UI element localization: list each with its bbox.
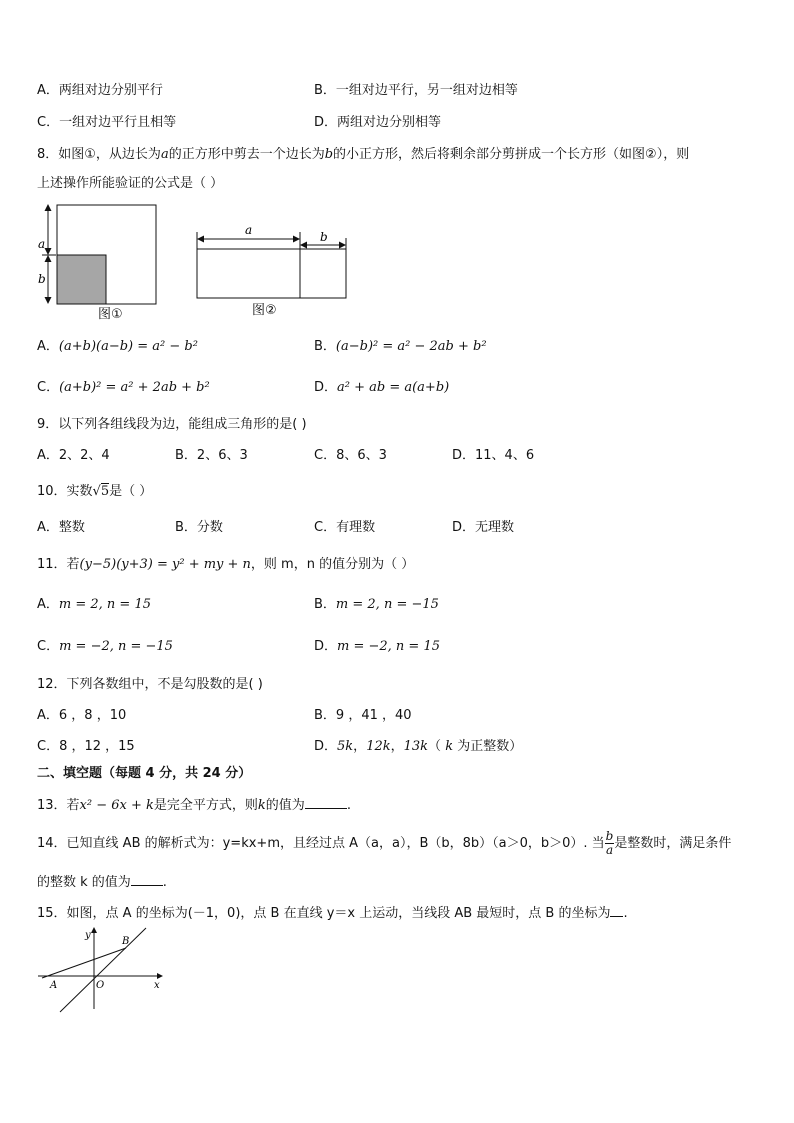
var-a: a: [160, 147, 169, 162]
q7-option-d: D．两组对边分别相等: [314, 115, 442, 130]
long-rect-b: [300, 249, 346, 298]
q11-option-d: D．m = −2, n = 15: [314, 639, 440, 654]
q8-option-a: A．(a+b)(a−b) = a² − b²: [37, 339, 198, 354]
q11-option-b: B．m = 2, n = −15: [314, 597, 439, 612]
q13-stem: 13．若x² − 6x + k是完全平方式，则k的值为 .: [37, 798, 351, 813]
q9-option-b: B．2、6、3: [175, 448, 248, 463]
q15-stem: 15．如图，点 A 的坐标为(－1，0)，点 B 在直线 y＝x 上运动，当线段 AB 最短时，点 B 的坐标为 .: [37, 906, 628, 921]
answer-blank[interactable]: [131, 873, 163, 886]
fig2-caption: 图②: [252, 303, 277, 318]
answer-blank[interactable]: [305, 796, 347, 809]
q12-option-c: C．8 ，12 ，15: [37, 739, 135, 754]
svg-text:B: B: [122, 936, 130, 947]
shaded-small-square: [57, 255, 106, 304]
q7-option-b: B．一组对边平行，另一组对边相等: [314, 83, 518, 98]
q11-option-c: C．m = −2, n = −15: [37, 639, 173, 654]
label-a: a: [38, 237, 46, 251]
long-rect-a: [197, 249, 300, 298]
q10-option-d: D．无理数: [452, 520, 515, 535]
label-a2: a: [245, 223, 253, 237]
fig1-caption: 图①: [98, 307, 123, 322]
q14-stem-line2: 的整数 k 的值为 .: [37, 875, 167, 890]
fraction-b-over-a: $\frac{b}{a}$: [605, 829, 614, 857]
q8-option-b: B．(a−b)² = a² − 2ab + b²: [314, 339, 487, 354]
q10-option-c: C．有理数: [314, 520, 376, 535]
sqrt-radicand: 5: [100, 484, 110, 499]
q10-option-a: A．整数: [37, 520, 85, 535]
q11-option-a: A．m = 2, n = 15: [37, 597, 151, 612]
q8-stem-line1: 8．如图①，从边长为a的正方形中剪去一个边长为b的小正方形，然后将剩余部分剪拼成一个长方形（如图②），则: [37, 147, 690, 162]
label-b2: b: [320, 230, 328, 244]
q7-option-a: A．两组对边分别平行: [37, 83, 163, 98]
var-b: b: [324, 147, 334, 162]
q8-stem-line2: 上述操作所能验证的公式是（ ）: [37, 176, 224, 191]
q12-option-d: D．5k，12k，13k（ k 为正整数）: [314, 739, 523, 754]
q12-stem: 12．下列各数组中，不是勾股数的是( ): [37, 677, 263, 692]
q7-option-c: C．一组对边平行且相等: [37, 115, 177, 130]
svg-text:O: O: [96, 980, 105, 991]
svg-text:A: A: [50, 980, 58, 991]
q9-option-a: A．2、2、4: [37, 448, 110, 463]
q8-figure-2: [190, 222, 355, 304]
q8-option-c: C．(a+b)² = a² + 2ab + b²: [37, 380, 210, 395]
line-y-equals-x: [60, 928, 146, 1012]
sqrt-symbol: √: [92, 484, 101, 499]
q14-stem-line1: 14．已知直线 AB 的解析式为：y=kx+m，且经过点 A（a，a），B（b，8b）（a＞0，b＞0）. 当 $\frac{b}{a}$ 是整数时，满足条件: [37, 829, 732, 857]
q12-option-b: B．9 ，41 ，40: [314, 708, 412, 723]
q9-option-d: D．11、4、6: [452, 448, 535, 463]
svg-text:x: x: [154, 980, 160, 991]
section-title-fill-in: 二、填空题（每题 4 分，共 24 分）: [37, 766, 252, 781]
label-b: b: [38, 272, 46, 286]
q12-option-a: A．6 ，8 ，10: [37, 708, 127, 723]
segment-AB: [42, 948, 126, 978]
svg-text:y: y: [85, 930, 91, 941]
q9-option-c: C．8、6、3: [314, 448, 387, 463]
q10-option-b: B．分数: [175, 520, 223, 535]
q15-coordinate-figure: [34, 924, 169, 1016]
q10-stem: 10．实数√5是（ ）: [37, 484, 153, 499]
q9-stem: 9．以下列各组线段为边，能组成三角形的是( ): [37, 417, 307, 432]
answer-blank[interactable]: [610, 904, 623, 917]
q11-stem: 11．若(y−5)(y+3) = y² + my + n，则 m，n 的值分别为（ ）: [37, 557, 415, 572]
q8-option-d: D．a² + ab = a(a+b): [314, 380, 450, 395]
